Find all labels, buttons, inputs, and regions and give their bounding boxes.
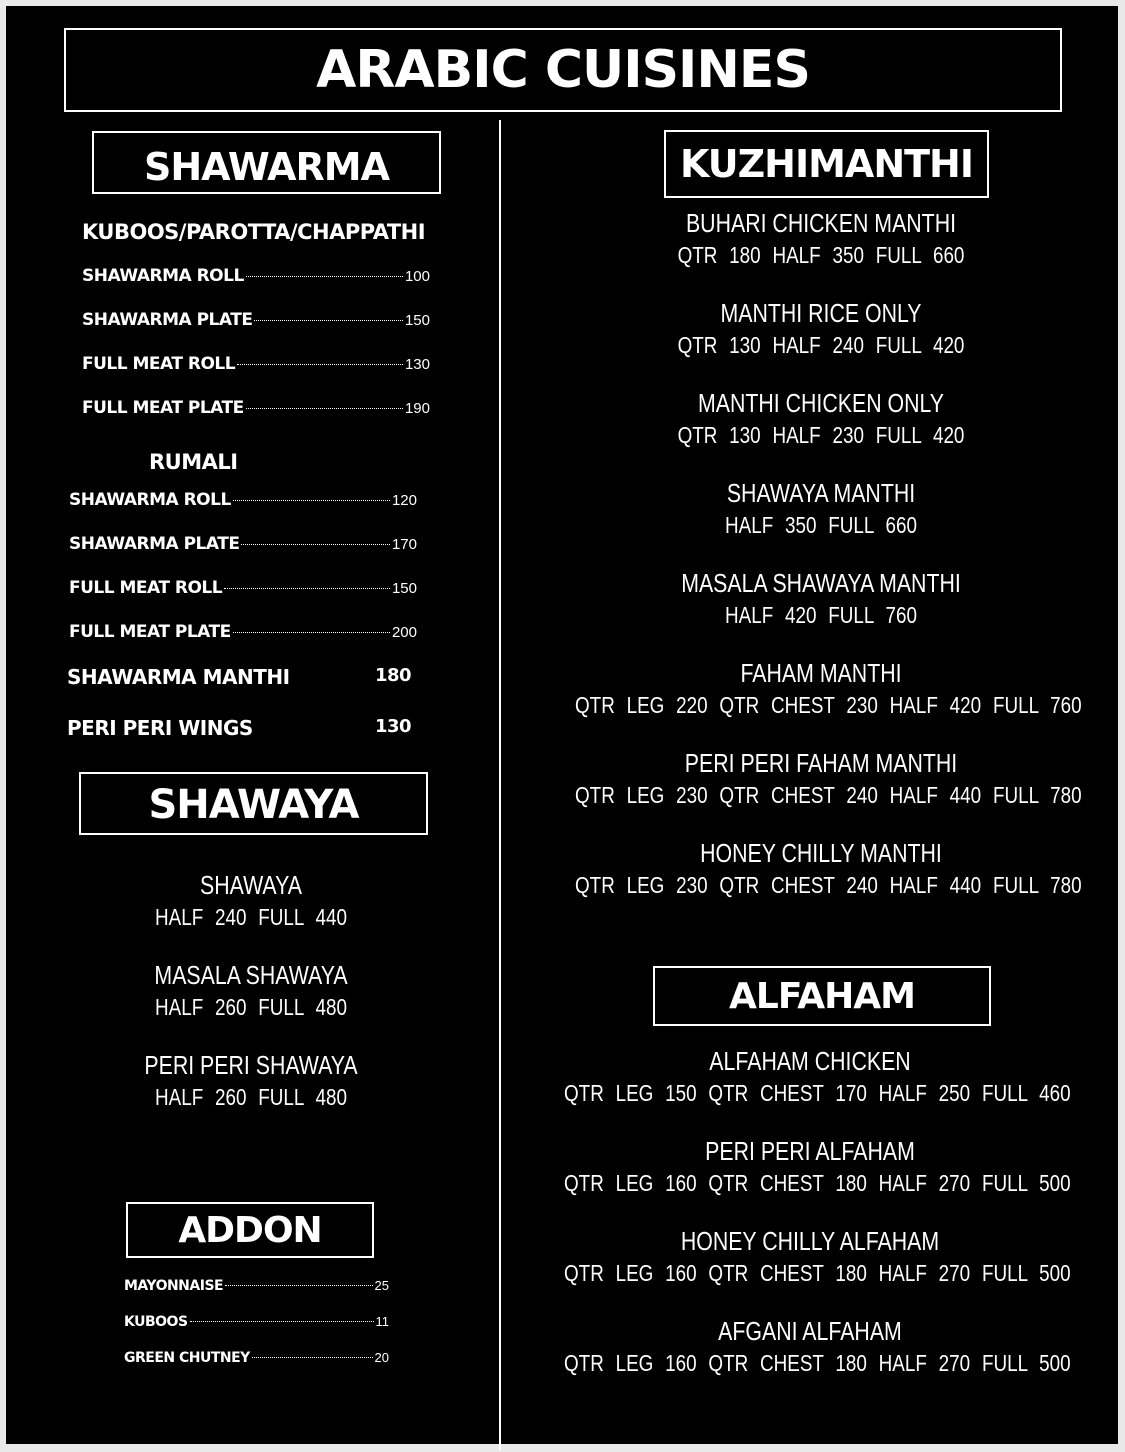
kuzhimanthi-heading: KUZHIMANTHI <box>679 142 974 186</box>
shawaya-heading: SHAWAYA <box>148 782 359 828</box>
menu-row <box>82 310 430 330</box>
group2-title: RUMALI <box>149 450 238 474</box>
manthi-item-name: HONEY CHILLY MANTHI <box>700 838 942 868</box>
addon-price: 11 <box>375 1314 389 1329</box>
item-name: SHAWARMA ROLL <box>69 490 231 510</box>
dot-leader <box>224 588 390 589</box>
main-title-box <box>64 28 1062 112</box>
manthi-item-prices: QTR LEG 230 QTR CHEST 240 HALF 440 FULL 780 <box>575 872 1082 898</box>
kuzhimanthi-heading-box <box>664 130 989 198</box>
group1-title: KUBOOS/PAROTTA/CHAPPATHI <box>82 220 426 244</box>
dot-leader <box>237 364 403 365</box>
item-price: 120 <box>391 492 417 509</box>
item-name: FULL MEAT PLATE <box>82 398 244 418</box>
special-item-name: PERI PERI WINGS <box>67 716 253 740</box>
dot-leader <box>233 500 390 501</box>
dot-leader <box>241 544 390 545</box>
alfaham-item-name: PERI PERI ALFAHAM <box>705 1136 915 1166</box>
item-price: 130 <box>404 356 430 373</box>
manthi-item-prices: QTR LEG 230 QTR CHEST 240 HALF 440 FULL 780 <box>575 782 1082 808</box>
addon-name: KUBOOS <box>124 1314 188 1330</box>
alfaham-heading-box <box>653 966 991 1026</box>
shawaya-item-prices: HALF 240 FULL 440 <box>155 904 347 930</box>
item-name: SHAWARMA PLATE <box>69 534 240 554</box>
menu-row <box>82 266 430 286</box>
manthi-item-name: MANTHI CHICKEN ONLY <box>698 388 944 418</box>
manthi-item-prices: HALF 420 FULL 760 <box>725 602 917 628</box>
shawaya-heading-box <box>79 772 428 835</box>
shawaya-item-prices: HALF 260 FULL 480 <box>155 1084 347 1110</box>
shawaya-item-prices: HALF 260 FULL 480 <box>155 994 347 1020</box>
item-price: 150 <box>404 312 430 329</box>
manthi-item-name: FAHAM MANTHI <box>740 658 902 688</box>
alfaham-heading: ALFAHAM <box>729 976 915 1017</box>
item-name: FULL MEAT PLATE <box>69 622 231 642</box>
special-item-price: 180 <box>375 665 412 686</box>
alfaham-item-prices: QTR LEG 160 QTR CHEST 180 HALF 270 FULL 500 <box>564 1260 1071 1286</box>
item-price: 100 <box>404 268 430 285</box>
main-title: ARABIC CUISINES <box>316 40 810 100</box>
addon-price: 20 <box>374 1350 389 1365</box>
shawarma-heading: SHAWARMA <box>144 145 389 189</box>
item-price: 190 <box>404 400 430 417</box>
alfaham-item-name: HONEY CHILLY ALFAHAM <box>680 1226 940 1256</box>
alfaham-item-prices: QTR LEG 150 QTR CHEST 170 HALF 250 FULL 460 <box>564 1080 1071 1106</box>
item-price: 150 <box>391 580 417 597</box>
shawaya-item-name: PERI PERI SHAWAYA <box>144 1050 358 1080</box>
addon-row <box>124 1314 389 1330</box>
shawaya-item-name: SHAWAYA <box>200 870 302 900</box>
menu-row <box>82 354 430 374</box>
alfaham-item-prices: QTR LEG 160 QTR CHEST 180 HALF 270 FULL 500 <box>564 1350 1071 1376</box>
item-name: FULL MEAT ROLL <box>82 354 236 374</box>
special-item-price: 130 <box>375 716 412 737</box>
addon-name: MAYONNAISE <box>124 1278 224 1294</box>
dot-leader <box>225 1285 372 1286</box>
dot-leader <box>246 276 403 277</box>
manthi-item-prices: QTR 130 HALF 230 FULL 420 <box>677 422 965 448</box>
menu-row <box>69 578 417 598</box>
manthi-item-name: PERI PERI FAHAM MANTHI <box>684 748 958 778</box>
dot-leader <box>233 632 390 633</box>
column-divider <box>499 120 501 1450</box>
manthi-item-prices: HALF 350 FULL 660 <box>725 512 917 538</box>
manthi-item-prices: QTR 130 HALF 240 FULL 420 <box>677 332 965 358</box>
addon-name: GREEN CHUTNEY <box>124 1350 250 1366</box>
item-name: SHAWARMA ROLL <box>82 266 244 286</box>
shawarma-heading-box <box>92 131 441 194</box>
manthi-item-name: MANTHI RICE ONLY <box>720 298 922 328</box>
dot-leader <box>246 408 403 409</box>
alfaham-item-prices: QTR LEG 160 QTR CHEST 180 HALF 270 FULL 500 <box>564 1170 1071 1196</box>
addon-heading-box <box>126 1202 374 1258</box>
menu-page <box>6 6 1118 1444</box>
dot-leader <box>252 1357 373 1358</box>
shawaya-item-name: MASALA SHAWAYA <box>154 960 348 990</box>
menu-row <box>69 622 417 642</box>
manthi-item-name: MASALA SHAWAYA MANTHI <box>681 568 961 598</box>
addon-row <box>124 1278 389 1294</box>
manthi-item-name: SHAWAYA MANTHI <box>726 478 916 508</box>
menu-row <box>69 534 417 554</box>
addon-heading: ADDON <box>178 1210 322 1251</box>
dot-leader <box>254 320 403 321</box>
addon-price: 25 <box>374 1278 389 1293</box>
manthi-item-prices: QTR LEG 220 QTR CHEST 230 HALF 420 FULL 760 <box>575 692 1082 718</box>
addon-row <box>124 1350 389 1366</box>
menu-row <box>82 398 430 418</box>
alfaham-item-name: AFGANI ALFAHAM <box>718 1316 902 1346</box>
special-item-name: SHAWARMA MANTHI <box>67 665 290 689</box>
dot-leader <box>190 1321 374 1322</box>
manthi-item-name: BUHARI CHICKEN MANTHI <box>685 208 957 238</box>
item-price: 200 <box>391 624 417 641</box>
manthi-item-prices: QTR 180 HALF 350 FULL 660 <box>677 242 965 268</box>
menu-row <box>69 490 417 510</box>
item-name: FULL MEAT ROLL <box>69 578 223 598</box>
item-price: 170 <box>391 536 417 553</box>
alfaham-item-name: ALFAHAM CHICKEN <box>709 1046 911 1076</box>
item-name: SHAWARMA PLATE <box>82 310 253 330</box>
